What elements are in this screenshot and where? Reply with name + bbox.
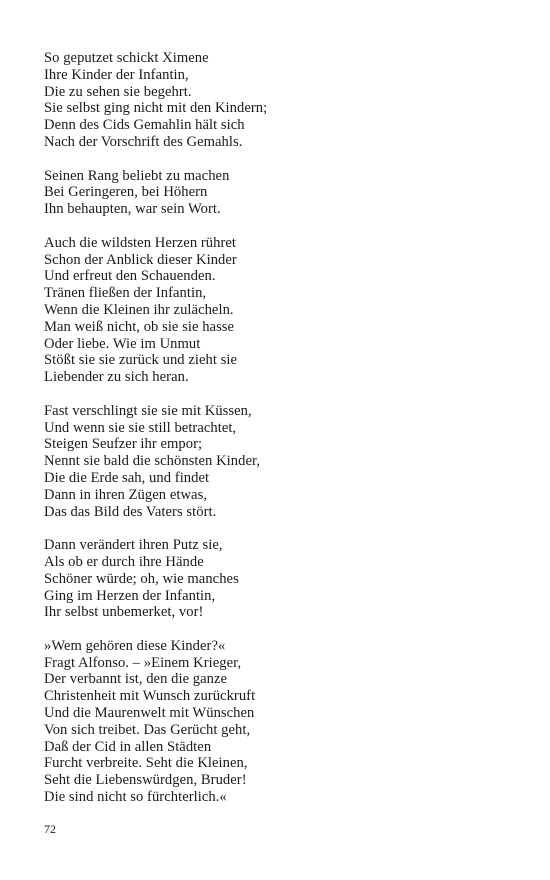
poem-line: Seht die Liebenswürdgen, Bruder! xyxy=(44,772,247,789)
poem-line: Schöner würde; oh, wie manches xyxy=(44,570,239,587)
poem-line: Stößt sie sie zurück und zieht sie xyxy=(44,352,238,369)
poem-line: Nach der Vorschrift des Gemahls. xyxy=(44,133,243,150)
poem-line: Die zu sehen sie begehrt. xyxy=(44,83,192,100)
poem-line: Von sich treibet. Das Gerücht geht, xyxy=(44,721,251,738)
poem-page xyxy=(44,50,524,823)
poem-line: Nennt sie bald die schönsten Kinder, xyxy=(44,453,261,470)
poem-line: Dann in ihren Zügen etwas, xyxy=(44,486,207,503)
poem-line: Christenheit mit Wunsch zurückruft xyxy=(44,688,256,705)
poem-line: Tränen fließen der Infantin, xyxy=(44,285,207,302)
poem-line: Steigen Seufzer ihr empor; xyxy=(44,436,203,453)
poem-line: Die die Erde sah, und findet xyxy=(44,469,210,486)
stanza-5 xyxy=(44,537,524,621)
poem-line: Liebender zu sich heran. xyxy=(44,369,189,386)
poem-line: »Wem gehören diese Kinder?« xyxy=(44,637,226,654)
poem-line: Wenn die Kleinen ihr zulächeln. xyxy=(44,301,234,318)
poem-line: Oder liebe. Wie im Unmut xyxy=(44,335,201,352)
poem-line: Und die Maurenwelt mit Wünschen xyxy=(44,705,255,722)
poem-line: Man weiß nicht, ob sie sie hasse xyxy=(44,318,235,335)
poem-line: Schon der Anblick dieser Kinder xyxy=(44,251,237,268)
stanza-3 xyxy=(44,235,524,386)
stanza-1 xyxy=(44,50,524,151)
stanza-6 xyxy=(44,638,524,806)
poem-line: Das das Bild des Vaters stört. xyxy=(44,503,217,520)
poem-line: Als ob er durch ihre Hände xyxy=(44,553,204,570)
poem-line: Ging im Herzen der Infantin, xyxy=(44,587,216,604)
poem-line: Furcht verbreite. Seht die Kleinen, xyxy=(44,755,248,772)
poem-line: Ihre Kinder der Infantin, xyxy=(44,66,189,83)
stanza-2 xyxy=(44,168,524,218)
poem-line: Daß der Cid in allen Städten xyxy=(44,738,212,755)
poem-line: Seinen Rang beliebt zu machen xyxy=(44,167,230,184)
poem-line: Fragt Alfonso. – »Einem Krieger, xyxy=(44,654,242,671)
stanza-4 xyxy=(44,403,524,521)
poem-line: Denn des Cids Gemahlin hält sich xyxy=(44,117,245,134)
poem-line: Dann verändert ihren Putz sie, xyxy=(44,537,223,554)
poem-line: Die sind nicht so fürchterlich.« xyxy=(44,789,227,806)
poem-line: Und wenn sie sie still betrachtet, xyxy=(44,419,237,436)
page-number: 72 xyxy=(44,822,56,836)
poem-line: Ihr selbst unbemerket, vor! xyxy=(44,604,204,621)
poem-line: Ihn behaupten, war sein Wort. xyxy=(44,201,221,218)
poem-line: Der verbannt ist, den die ganze xyxy=(44,671,228,688)
poem-line: Fast verschlingt sie sie mit Küssen, xyxy=(44,402,252,419)
poem-line: Auch die wildsten Herzen rühret xyxy=(44,234,237,251)
poem-line: Und erfreut den Schauenden. xyxy=(44,268,216,285)
poem-line: Bei Geringeren, bei Höhern xyxy=(44,184,208,201)
poem-line: So geputzet schickt Ximene xyxy=(44,50,209,66)
poem-line: Sie selbst ging nicht mit den Kindern; xyxy=(44,100,268,117)
